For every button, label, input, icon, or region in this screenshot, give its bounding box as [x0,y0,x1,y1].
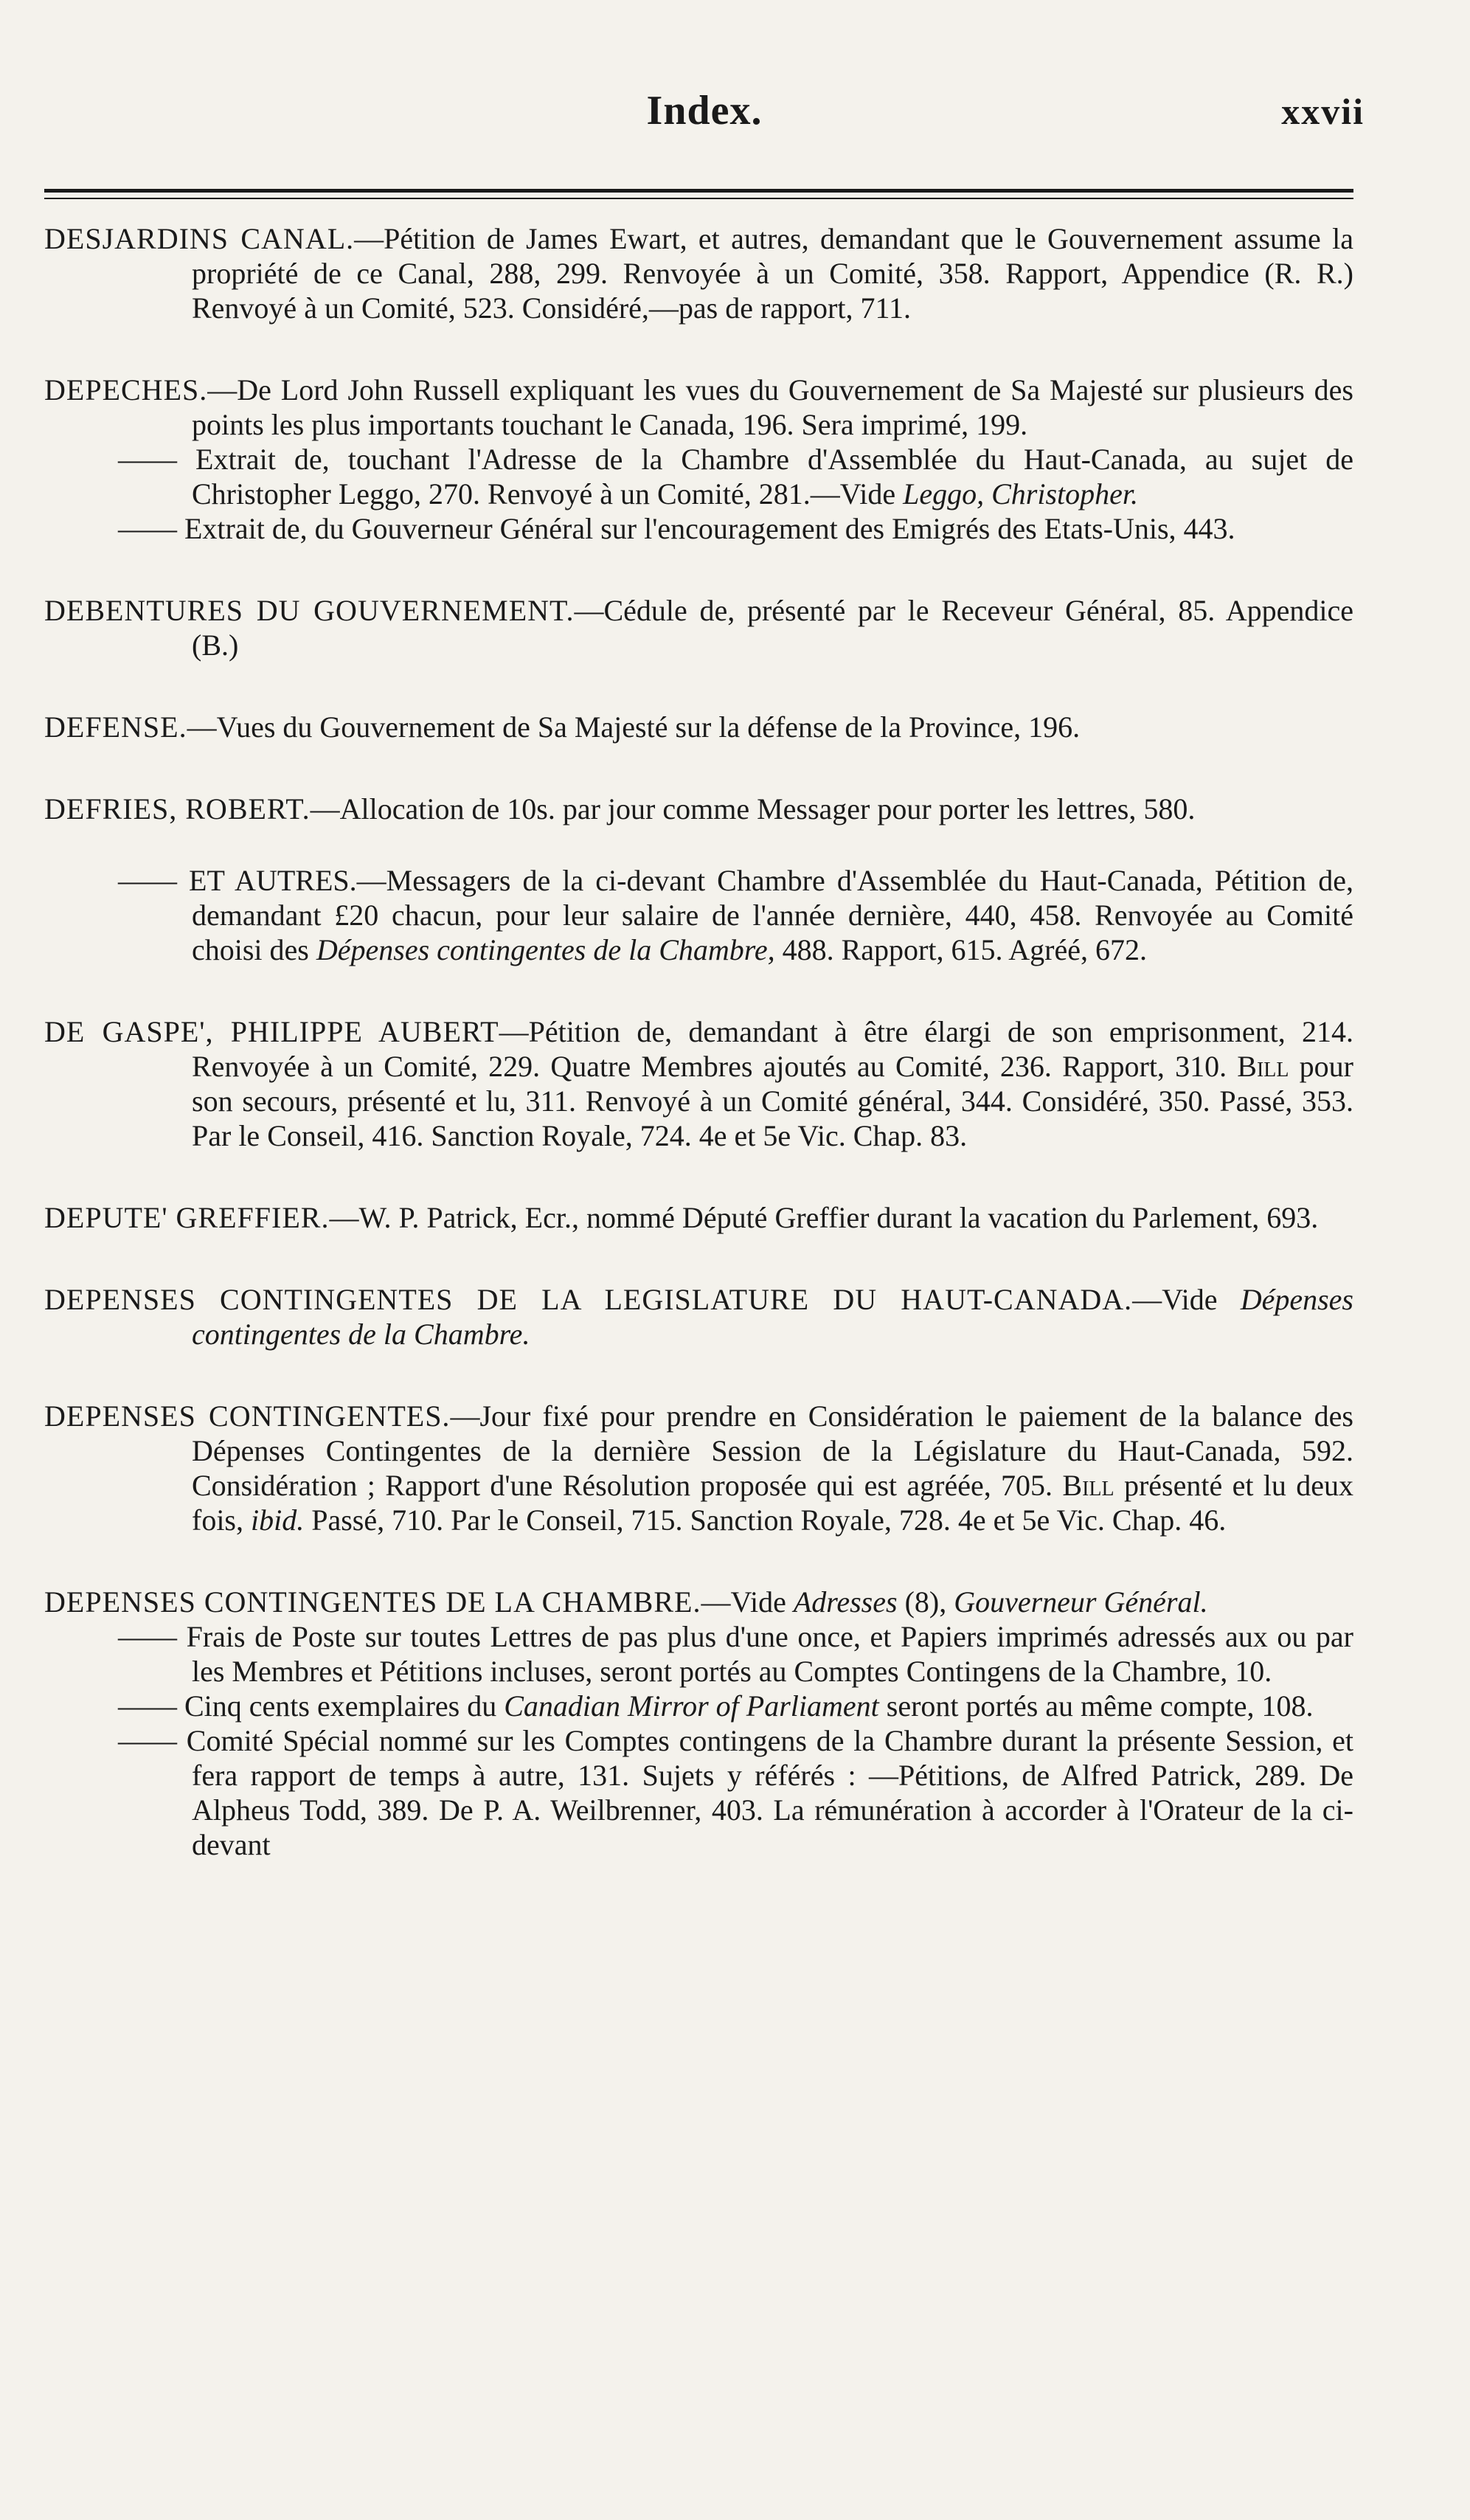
entry-text: —Pétition de James Ewart, et autres, demandant que le Gouvernement assume la propriété de ce Canal, 288, 299. Renvoyée à un Comité, 358. Rapport, Appendice (R. R.) Renvoyé à un Comité, 523. Considéré,—pas de rapport, 711. [192,222,1353,325]
index-entries [44,221,1353,1909]
subentry-text: Cinq cents exemplaires du [177,1689,505,1723]
entry-text: —Cédule de, présenté par le Receveur Général, 85. Appendice (B.) [192,594,1353,662]
subentry-dash: —— [118,1620,177,1653]
entry-text: —Vide [1132,1283,1241,1316]
subentry-text: Frais de Poste sur toutes Lettres de pas plus d'une once, et Papiers imprimés adressés aux ou par les Membres et Pétitions incluses, seront portés au Comptes Contingens de la Chambre, 10. [177,1620,1353,1688]
index-entry-defries-robert [44,792,1353,967]
subentry-italic: Canadian Mirror of Parliament [504,1689,879,1723]
subentry-italic: Dépenses contingentes de la Chambre, [316,933,775,966]
subentry [44,863,1353,967]
entry-ibid: ibid. [251,1503,305,1537]
index-entry-depenses-legislature [44,1282,1353,1351]
running-head [44,87,1365,146]
subentry [44,442,1353,511]
index-entry-de-gaspe [44,1014,1353,1153]
entry-headword: DEBENTURES DU GOUVERNEMENT. [44,594,575,627]
entry-text: —W. P. Patrick, Ecr., nommé Député Greffier durant la vacation du Parlement, 693. [329,1201,1319,1234]
entry-text: —Allocation de 10s. par jour comme Messager pour porter les lettres, 580. [310,792,1196,825]
subentry [44,1619,1353,1689]
entry-headword: DEPENSES CONTINGENTES. [44,1399,451,1433]
entry-headword: DESJARDINS CANAL. [44,222,355,255]
entry-italic: Dépenses contingentes de la Chambre. [192,1283,1353,1351]
entry-text-end: Passé, 710. Par le Conseil, 715. Sanction Royale, 728. 4e et 5e Vic. Chap. 46. [304,1503,1227,1537]
entry-headword: DE GASPE', PHILIPPE AUBERT [44,1015,499,1048]
subentry-text: Comité Spécial nommé sur les Comptes contingens de la Chambre durant la présente Session, et fera rapport de temps à autre, 131. Sujets y référés : —Pétitions, de Alfred Patrick, 289. De Alpheus Todd, 389. De P. A. Weilbrenner, 403. La rémunération à accorder à l'Orateur de la ci-devant [177,1724,1353,1861]
subentry-dash: —— [118,512,177,545]
entry-headword: DEPUTE' GREFFIER. [44,1201,330,1234]
index-entry-desjardins-canal [44,221,1353,325]
entry-headword: DEFRIES, ROBERT. [44,792,311,825]
entry-text: —Jour fixé pour prendre en Considération le paiement de la balance des Dépenses Contingentes de la dernière Session de la Législature du Haut-Canada, 592. Considération ; Rapport d'une Résolution proposée qui est agréée, 705. [192,1399,1353,1502]
header-rule-thin [44,198,1353,199]
entry-text: —Vide [701,1585,794,1619]
subentry-dash: —— [118,1689,177,1723]
subentry-text: Extrait de, touchant l'Adresse de la Chambre d'Assemblée du Haut-Canada, au sujet de Christopher Leggo, 270. Renvoyé à un Comité, 281.—Vide [177,443,1353,510]
entry-headword: DEPENSES CONTINGENTES DE LA LEGISLATURE DU HAUT-CANADA. [44,1283,1133,1316]
entry-text: —De Lord John Russell expliquant les vues du Gouvernement de Sa Majesté sur plusieurs des points les plus importants touchant le Canada, 196. Sera imprimé, 199. [192,373,1353,441]
subentry-italic: Leggo, Christopher. [903,477,1139,510]
subentry-text: ET AUTRES.—Messagers de la ci-devant Chambre d'Assemblée du Haut-Canada, Pétition de, demandant £20 chacun, pour leur salaire de l'année dernière, 440, 458. Renvoyée au Comité choisi des [177,864,1353,966]
subentry [44,511,1353,546]
header-rule-thick [44,189,1353,193]
entry-headword: DEPENSES CONTINGENTES DE LA CHAMBRE. [44,1585,701,1619]
subentry [44,1723,1353,1862]
page-number: xxvii [1281,91,1365,132]
subentry-text: Extrait de, du Gouverneur Général sur l'encouragement des Emigrés des Etats-Unis, 443. [177,512,1235,545]
index-entry-depute-greffier [44,1200,1353,1235]
index-entry-depeches [44,373,1353,546]
entry-text-end: pour son secours, présenté et lu, 311. Renvoyé à un Comité général, 344. Considéré, 350. Passé, 353. Par le Conseil, 416. Sanction Royale, 724. 4e et 5e Vic. Chap. 83. [192,1050,1353,1152]
subentry-dash: —— [118,1724,177,1757]
subentry [44,1689,1353,1723]
entry-text-2: (8), [897,1585,954,1619]
entry-text-mid: présenté et lu deux fois, [192,1469,1353,1537]
bill-label: Bill [1062,1469,1114,1502]
entry-text: —Vues du Gouvernement de Sa Majesté sur la défense de la Province, 196. [187,710,1081,744]
subentry-text-tail: 488. Rapport, 615. Agréé, 672. [774,933,1147,966]
index-entry-defense [44,710,1353,744]
entry-text: —Pétition de, demandant à être élargi de son emprisonment, 214. Renvoyée à un Comité, 229. Quatre Membres ajoutés au Comité, 236. Rapport, 310. [192,1015,1354,1083]
entry-headword: DEFENSE. [44,710,187,744]
subentry-dash: —— [118,864,177,897]
page-title: Index. [646,88,763,134]
entry-italic: Adresses [793,1585,898,1619]
subentry-dash: —— [118,443,177,476]
index-entry-depenses-chambre [44,1585,1353,1862]
index-entry-depenses-contingentes [44,1399,1353,1537]
bill-label: Bill [1237,1050,1289,1083]
entry-italic-2: Gouverneur Général. [954,1585,1208,1619]
entry-headword: DEPECHES. [44,373,208,406]
index-entry-debentures [44,593,1353,662]
subentry-text-tail: seront portés au même compte, 108. [878,1689,1314,1723]
